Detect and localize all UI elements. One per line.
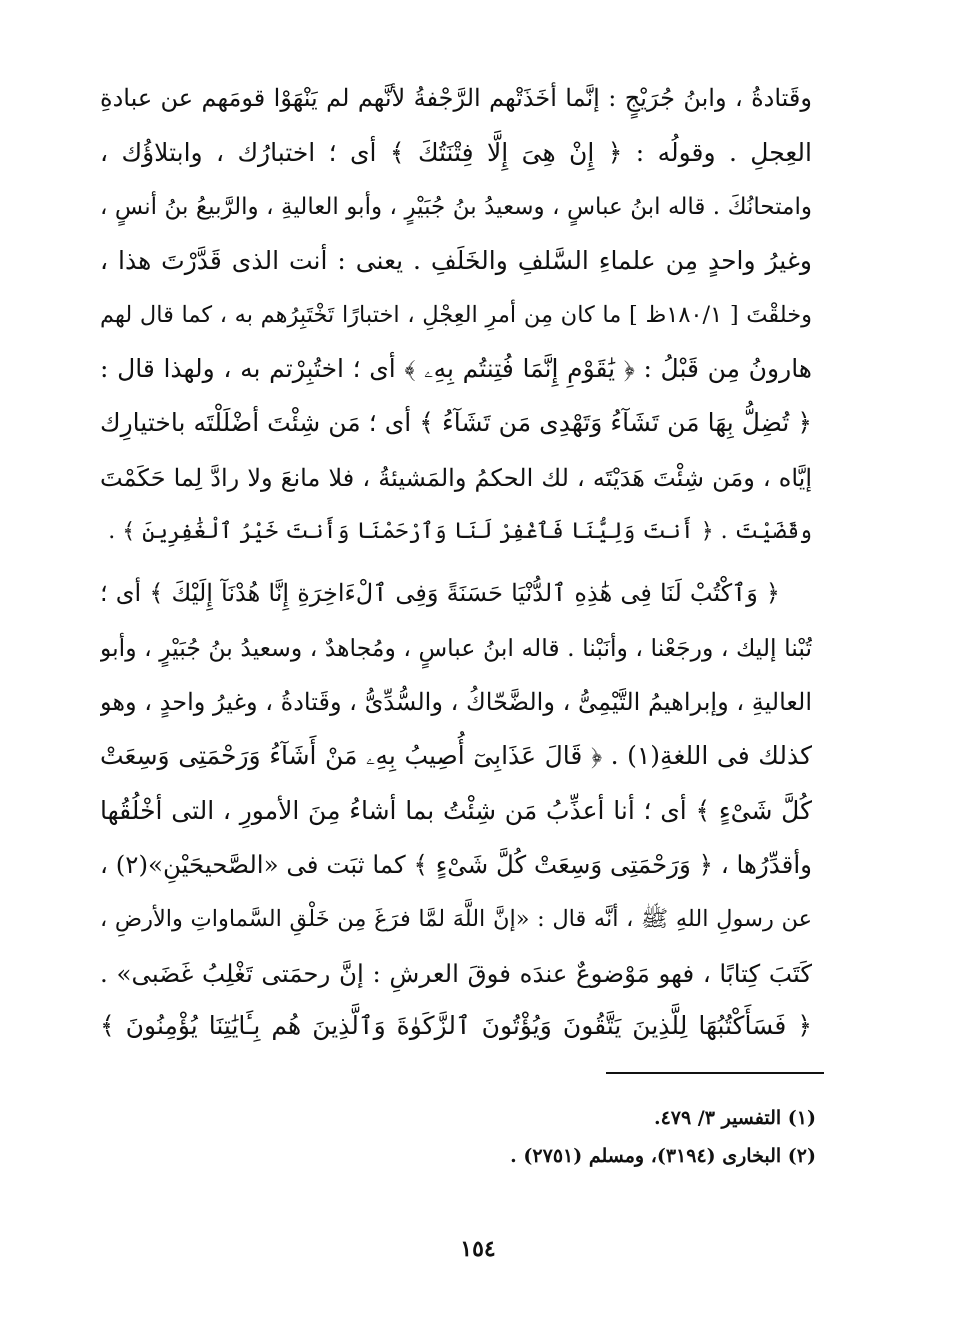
text-line: كَتَبَ كِتابًا ، فهو مَوْضوعٌ عندَه فوقَ العرشِ : إنَّ رحمَتى تَغْلِبُ غَضَبى» . [100, 959, 812, 988]
main-text [100, 72, 812, 1072]
text-line: ﴿ وَٱكْتُبْ لَنَا فِى هَٰذِهِ ٱلدُّنْيَا حَسَنَةً وَفِى ٱلْءَاخِرَةِ إِنَّا هُدْنَآ إِلَيْكَ ﴾ أى ؛ [100, 579, 780, 607]
text-line: وغيرُ واحدٍ مِن علماءِ السَّلفِ والخَلَفِ . يعنى : أنت الذى قَدَّرْتَ هذا ، [100, 246, 812, 275]
text-line: إيَّاه ، ومَن شِئْتَ هَدَيْتَه ، لك الحكمُ والمَشيئةُ ، فلا مانعَ ولا رادَّ لِما حَكَمْتَ [100, 464, 812, 492]
text-line: كذلك فى اللغةِ(١) . ﴿ قَالَ عَذَابِىٓ أُصِيبُ بِهِۦ مَنْ أَشَآءُ وَرَحْمَتِى وَسِعَتْ [100, 741, 812, 770]
text-line: كُلَّ شَىْءٍ ﴾ أى ؛ أنا أعذِّبُ مَن شِئْتُ بما أشاءُ مِنَ الأمورِ ، التى أخْلُقُها [100, 796, 812, 825]
text-line: العِجلِ . وقولُه : ﴿ إِنْ هِىَ إِلَّا فِتْنَتُكَ ﴾ أى ؛ اختبارُك ، وابتلاؤُك ، [100, 138, 812, 167]
footnote-1: (١) التفسير ٣/ ٤٧٩. [653, 1107, 816, 1129]
text-line: وامتحانُكَ . قاله ابنُ عباسٍ ، وسعيدُ بنُ جُبَيْرٍ ، وأبو العاليةِ ، والرَّبيعُ بنُ أنسٍ ، [100, 194, 812, 220]
footnote-2: (٢) البخارى (٣١٩٤)، ومسلم (٢٧٥١) . [510, 1145, 816, 1167]
text-line: وقَتادةُ ، وابنُ جُرَيْجٍ : إنَّما أخَذَتْهم الرَّجْفةُ لأنَّهم لم يَنْهَوْا قومَهم عن عبادةِ [100, 84, 812, 112]
text-line: العاليةِ ، وإبراهيمُ التَّيْمِىُّ ، والضَّحّاكُ ، والسُّدِّىُّ ، وقَتادةُ ، وغيرُ واحدٍ ، وهو [100, 688, 812, 716]
text-line: ﴿ تُضِلُّ بِهَا مَن تَشَآءُ وَتَهْدِى مَن تَشَآءُ ﴾ أى ؛ مَن شِئْتَ أضْلَلْتَه باختيارِك [100, 408, 812, 437]
text-line: عن رسولِ اللهِ ﷺ ، أنَّه قال : «إنَّ اللَّهَ لمَّا فرَغَ مِن خَلْقِ السَّماواتِ والأرضِ ، [100, 906, 812, 932]
text-line: تُبْنا إليك ، ورجَعْنا ، وأنَبْنا . قاله ابنُ عباسٍ ، ومُجاهدٌ ، وسعيدُ بنُ جُبَيْرٍ ، وأبو [100, 634, 812, 662]
footnote-divider [606, 1072, 824, 1074]
text-line: هارونُ مِن قَبْلُ : ﴿ يَٰقَوْمِ إِنَّمَا فُتِنتُم بِهِۦ ﴾ أى ؛ اختُبِرْتم به ، ولهذا قال : [100, 354, 812, 383]
text-line: وخلقْتَ [ ١٨٠/١ظ ] ما كان مِن أمرِ العِجْلِ ، اختبارًا تَخْتَبِرُهم به ، كما قال لهم [100, 302, 812, 328]
text-line: وقَضَيْتَ . ﴿ أَنتَ وَلِيُّنَا فَٱغْفِرْ لَنَا وَٱرْحَمْنَا وَأَنتَ خَيْرُ ٱلْغَٰفِرِينَ ﴾ . [108, 519, 812, 544]
text-line: وأقدِّرُها ، ﴿ وَرَحْمَتِى وَسِعَتْ كُلَّ شَىْءٍ ﴾ كما ثبَت فى «الصَّحيحَيْنِ»(٢) ، [100, 850, 812, 879]
text-line: ﴿ فَسَأَكْتُبُهَا لِلَّذِينَ يَتَّقُونَ وَيُؤْتُونَ ٱلزَّكَوٰةَ وَٱلَّذِينَ هُم بِـَٔايَٰتِنَا يُؤْمِنُونَ ﴾ [100, 1011, 812, 1040]
page-number: ١٥٤ [460, 1236, 496, 1262]
